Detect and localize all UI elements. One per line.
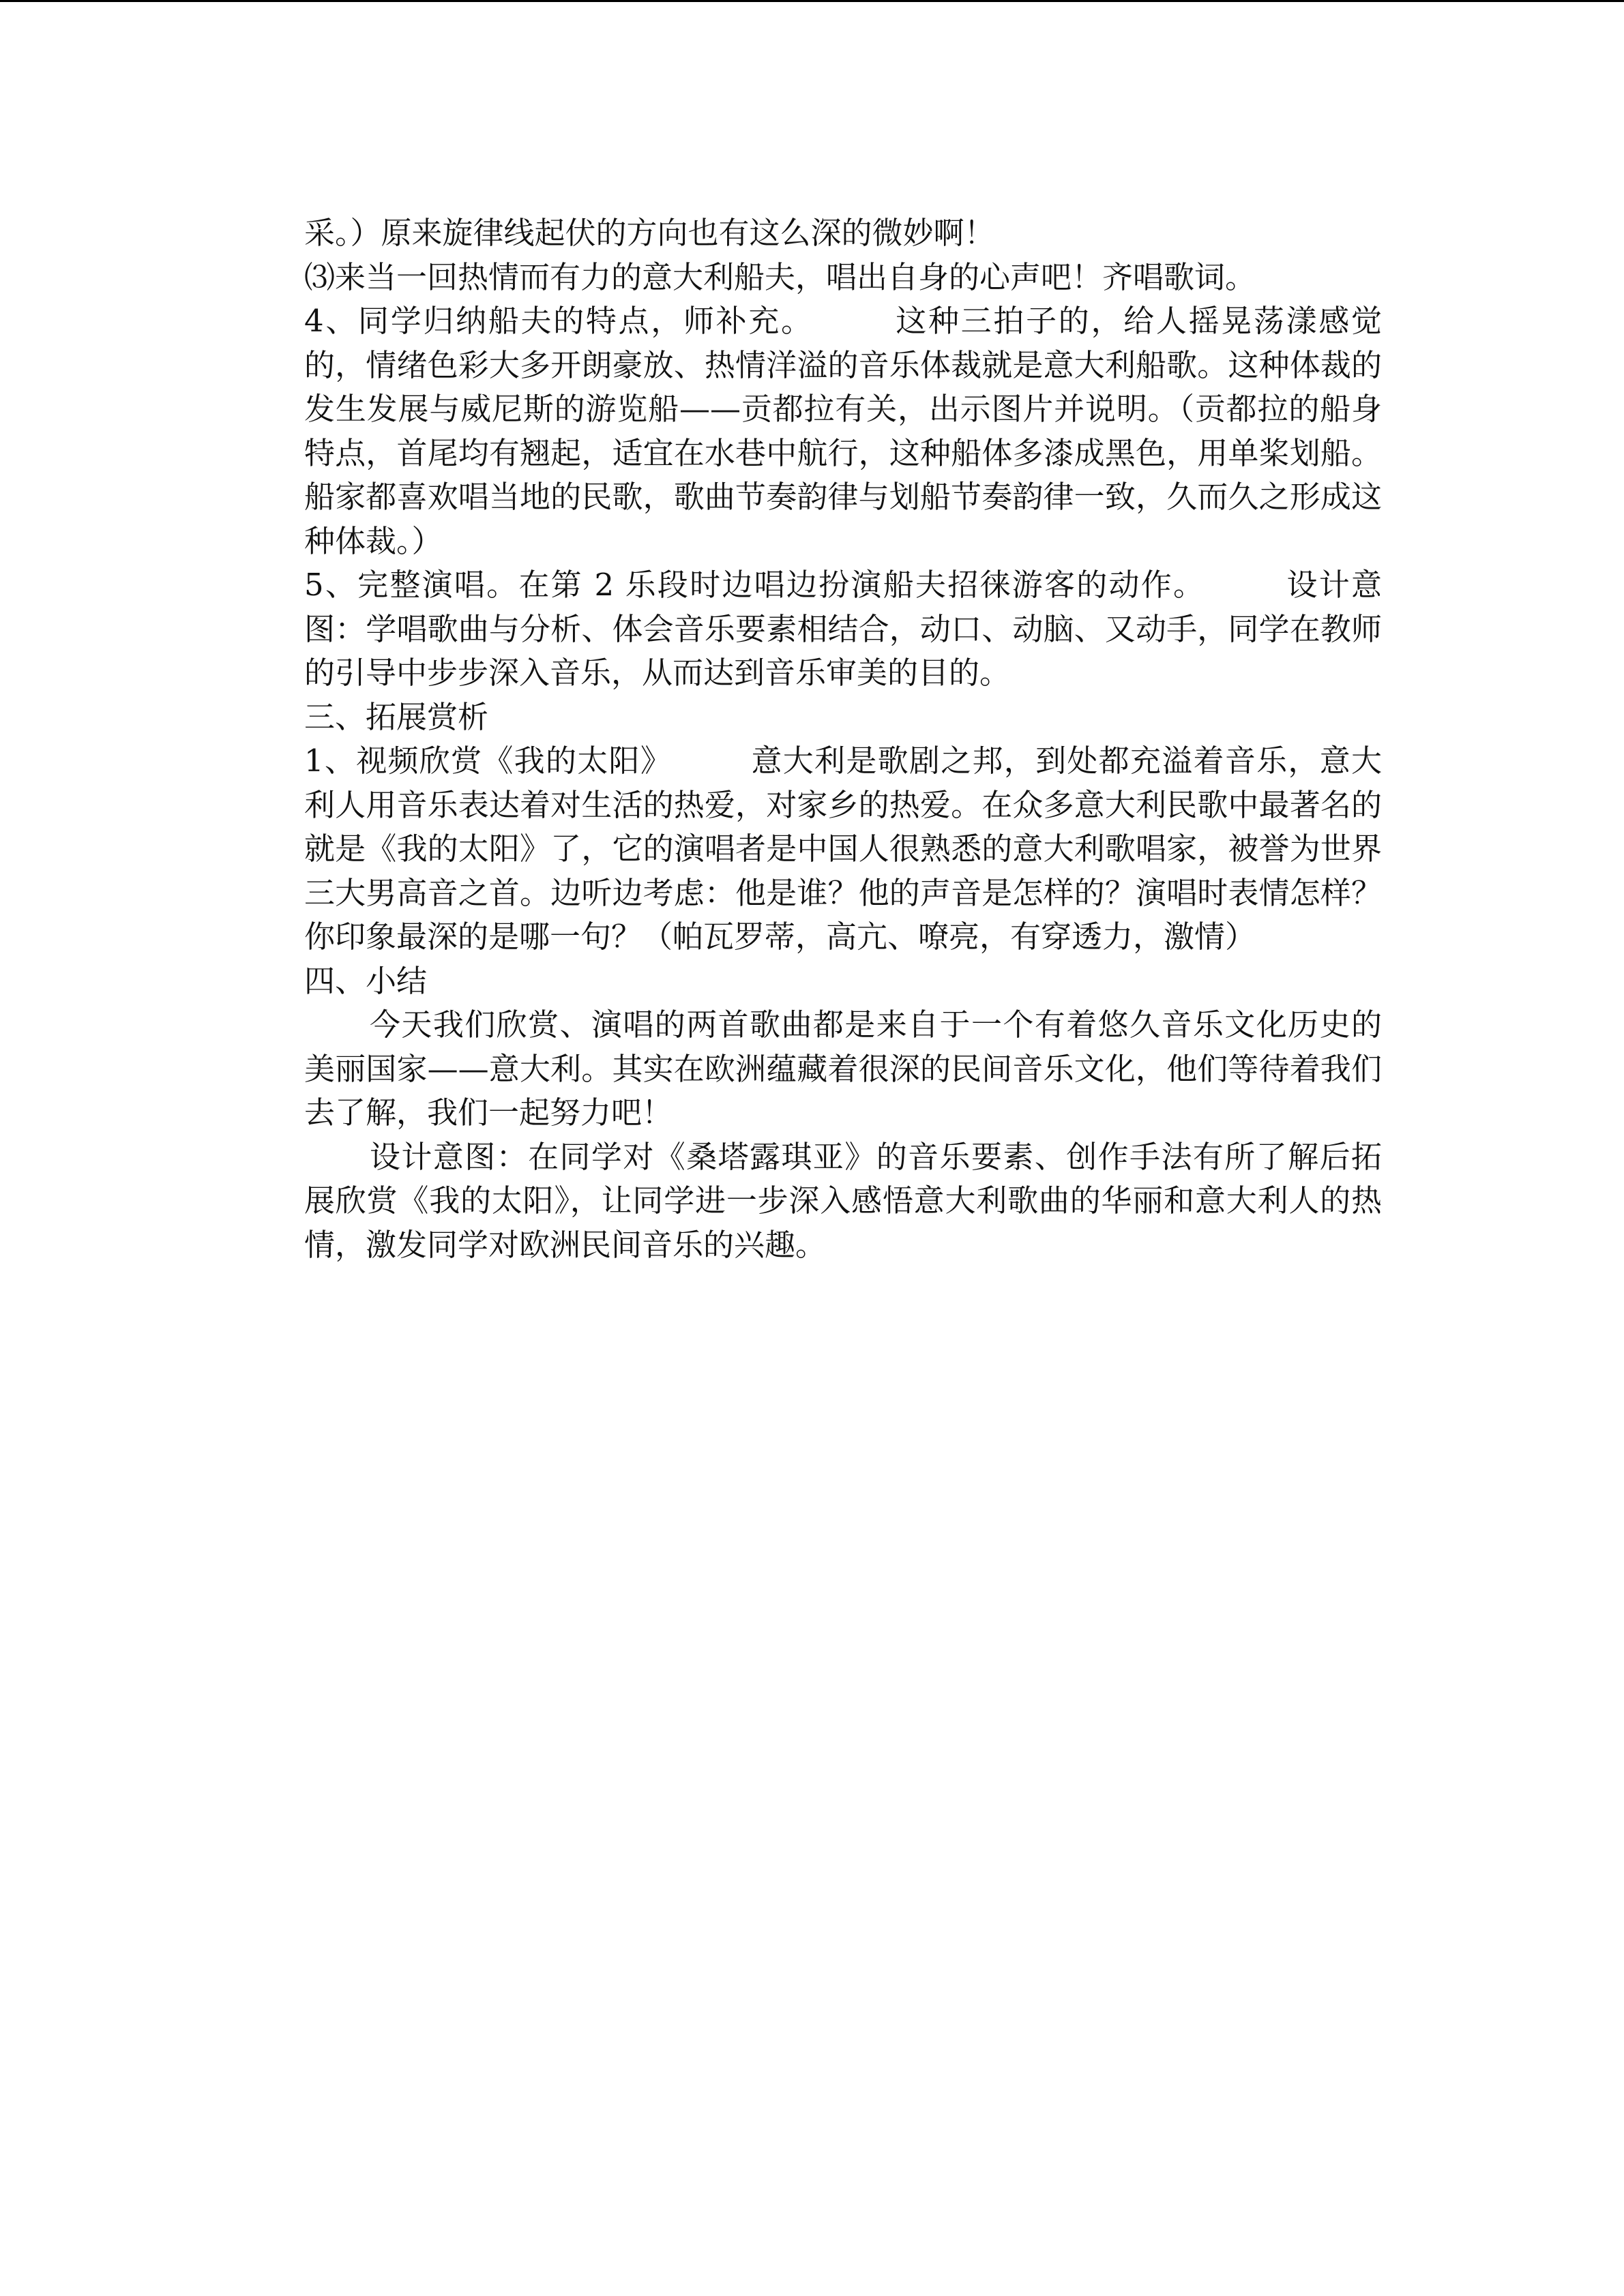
paragraph-5: 1、视频欣赏《我的太阳》 意大利是歌剧之邦，到处都充溢着音乐，意大利人用音乐表达着对生活的热爱，对家乡的热爱。在众多意大利民歌中最著名的就是《我的太阳》了，它的演唱者是中国人很熟悉的意大利歌唱家，被誉为世界三大男高音之首。边听边考虑：他是谁？他的声音是怎样的？演唱时表情怎样？你印象最深的是哪一句？（帕瓦罗蒂，高亢、嘹亮，有穿透力，激情） <box>304 743 1382 955</box>
section-heading-summary: 四、小结 <box>304 962 428 999</box>
paragraph-1: 采。）原来旋律线起伏的方向也有这么深的微妙啊！ <box>304 215 995 251</box>
paragraph-6: 今天我们欣赏、演唱的两首歌曲都是来自于一个有着悠久音乐文化历史的美丽国家——意大利。其实在欧洲蕴藏着很深的民间音乐文化，他们等待着我们去了解，我们一起努力吧！ <box>304 1007 1382 1131</box>
paragraph-3: 4、同学归纳船夫的特点，师补充。 这种三拍子的，给人摇晃荡漾感觉的，情绪色彩大多开朗豪放、热情洋溢的音乐体裁就是意大利船歌。这种体裁的发生发展与威尼斯的游览船——贡都拉有关，出示图片并说明。（贡都拉的船身特点，首尾均有翘起，适宜在水巷中航行，这种船体多漆成黑色，用单桨划船。船家都喜欢唱当地的民歌，歌曲节奏韵律与划船节奏韵律一致，久而久之形成这种体裁。） <box>304 303 1382 559</box>
paragraph-4: 5、完整演唱。在第 2 乐段时边唱边扮演船夫招徕游客的动作。 设计意图：学唱歌曲与分析、体会音乐要素相结合，动口、动脑、又动手，同学在教师的引导中步步深入音乐，从而达到音乐审美的目的。 <box>304 567 1382 691</box>
top-border-line <box>0 0 1624 2</box>
section-heading-expansion: 三、拓展赏析 <box>304 698 489 735</box>
paragraph-7: 设计意图：在同学对《桑塔露琪亚》的音乐要素、创作手法有所了解后拓展欣赏《我的太阳》，让同学进一步深入感悟意大利歌曲的华丽和意大利人的热情，激发同学对欧洲民间音乐的兴趣。 <box>304 1138 1382 1263</box>
document-body <box>304 211 1382 1267</box>
paragraph-2: ⑶来当一回热情而有力的意大利船夫，唱出自身的心声吧！齐唱歌词。 <box>304 258 1256 295</box>
